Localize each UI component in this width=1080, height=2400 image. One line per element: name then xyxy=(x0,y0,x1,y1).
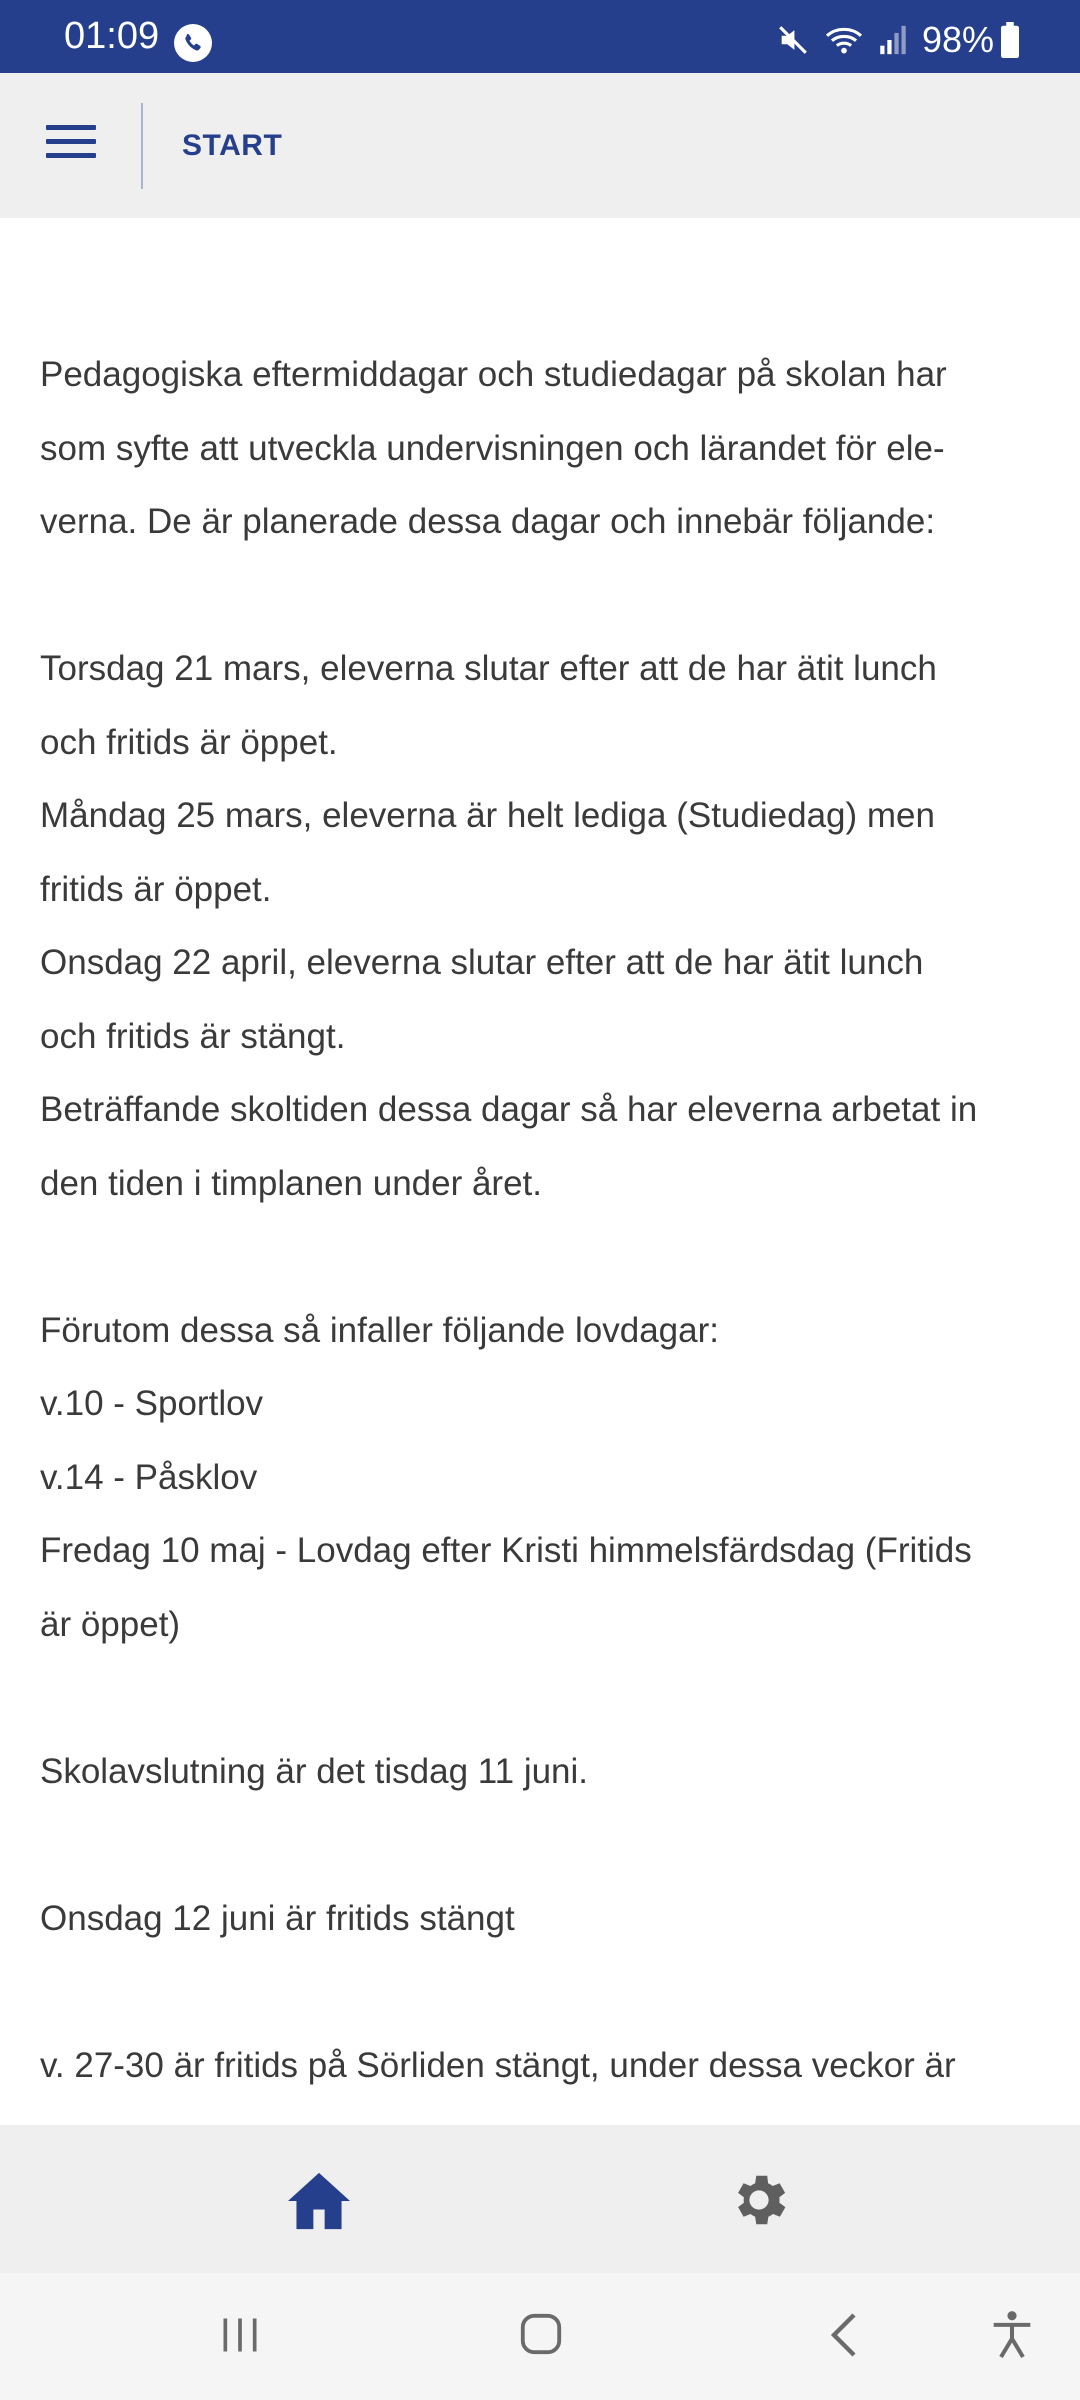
paragraph-spacer xyxy=(40,1661,1050,1735)
accessibility-icon[interactable] xyxy=(990,2309,1034,2361)
hamburger-menu-icon[interactable] xyxy=(46,125,96,163)
content-line: fritids är öppet. xyxy=(40,869,272,909)
content-line: v.10 - Sportlov xyxy=(40,1384,264,1423)
content-line: verna. De är planerade dessa dagar och innebär följande: xyxy=(40,502,936,541)
content-line: och fritids är stängt. xyxy=(40,1016,346,1056)
content-line: Pedagogiska eftermiddagar och studiedagar på skolan har xyxy=(40,355,947,394)
bottom-navigation xyxy=(0,2125,1080,2273)
content-line: Beträffande skoltiden dessa dagar så har eleverna arbetat in xyxy=(40,1090,978,1129)
status-bar xyxy=(0,0,1080,73)
page-title: START xyxy=(182,129,283,162)
content-line: v.14 - Påsklov xyxy=(40,1457,258,1497)
content-line: Fredag 10 maj - Lovdag efter Kristi himmelsfärdsdag (Fritids xyxy=(40,1531,972,1570)
back-icon[interactable] xyxy=(826,2311,862,2359)
app-bar xyxy=(0,73,1080,218)
content-line: Torsdag 21 mars, eleverna slutar efter att de har ätit lunch xyxy=(40,649,937,688)
content-line: v. 27-30 är fritids på Sörliden stängt, under dessa veckor är xyxy=(40,2045,956,2085)
content-line: Onsdag 22 april, eleverna slutar efter att de har ätit lunch xyxy=(40,943,924,982)
content-line: Skolavslutning är det tisdag 11 juni. xyxy=(40,1751,589,1791)
battery-icon xyxy=(1000,22,1020,58)
content-line: Onsdag 12 juni är fritids stängt xyxy=(40,1898,515,1938)
content-line: den tiden i timplanen under året. xyxy=(40,1163,542,1203)
content-line: Måndag 25 mars, eleverna är helt lediga (Studiedag) men xyxy=(40,796,935,835)
paragraph-spacer xyxy=(40,1808,1050,1882)
content-line: som syfte att utveckla undervisningen och lärandet för ele- xyxy=(40,428,945,468)
content-area[interactable] xyxy=(40,218,1050,2125)
content-line: Förutom dessa så infaller följande lovdagar: xyxy=(40,1310,719,1350)
content-line: är öppet) xyxy=(40,1604,181,1644)
paragraph-spacer xyxy=(40,559,1050,633)
content-text xyxy=(40,338,1050,2102)
home-circle-icon[interactable] xyxy=(518,2311,564,2357)
mute-icon xyxy=(776,23,810,57)
gear-icon[interactable] xyxy=(726,2167,792,2233)
recent-apps-icon[interactable] xyxy=(218,2313,262,2357)
content-line: och fritids är öppet. xyxy=(40,722,338,762)
status-time: 01:09 xyxy=(64,15,160,57)
home-icon[interactable] xyxy=(284,2170,354,2232)
app-bar-divider xyxy=(141,103,143,189)
paragraph-spacer xyxy=(40,1220,1050,1294)
battery-percentage: 98% xyxy=(921,19,994,60)
signal-icon xyxy=(878,23,908,57)
wifi-icon xyxy=(824,23,864,57)
call-icon xyxy=(174,24,212,62)
system-navigation-bar xyxy=(0,2273,1080,2400)
paragraph-spacer xyxy=(40,1955,1050,2029)
